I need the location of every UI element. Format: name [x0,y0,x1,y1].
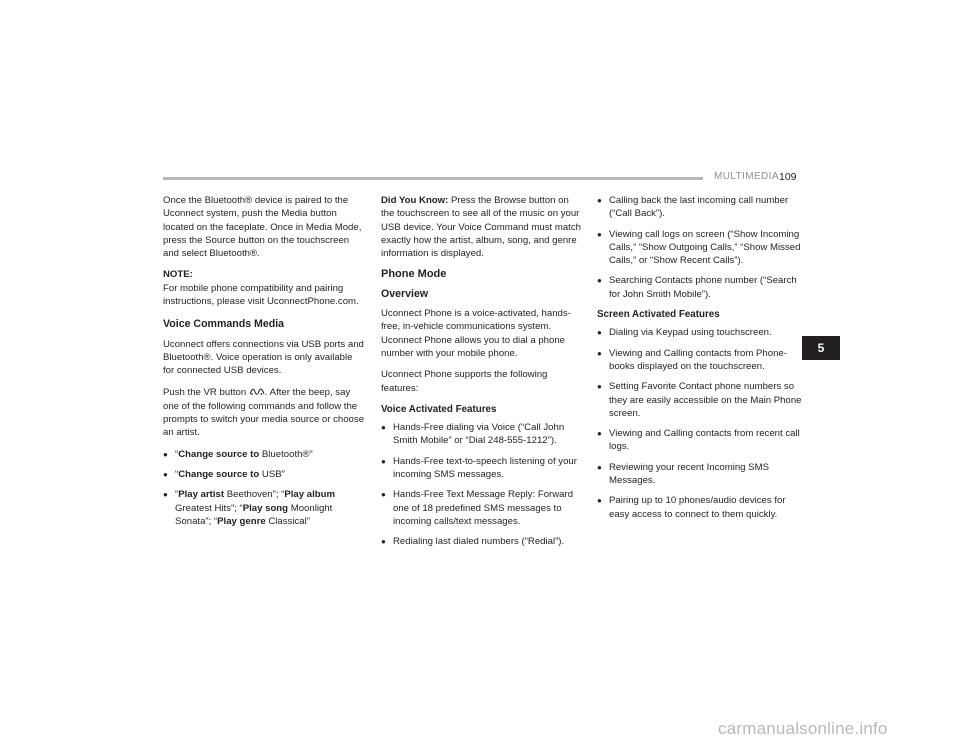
voice-p2-after: . After the beep, say one of the following commands and follow the prompts to switch your media source or choose an artist. [163,386,365,439]
overview-heading: Overview [381,287,429,300]
voice-command-list [163,448,365,528]
bullet-icon: ● [381,456,386,466]
bullet-icon: ● [381,423,386,433]
overview-paragraph-2: Uconnect Phone supports the following features: [381,369,548,394]
phone-mode-heading: Phone Mode [381,268,447,281]
note-label: NOTE: [163,269,193,281]
list-item: ● Setting Favorite Contact phone numbers so they are easily accessible on the Main Phone screen. [597,381,802,419]
did-you-know-text: Press the Browse button on the touchscreen to see all of the music on your USB device. Your Voice Command must match exactly how the artist, album, song, and genre information is displayed. [381,195,581,260]
voice-features-list [381,421,583,548]
column-2 [381,194,583,556]
bullet-icon: ● [597,196,602,205]
list-item: ● Dialing via Keypad using touchscreen. [597,327,772,339]
bullet-icon: ● [597,496,602,506]
bullet-icon: ● [597,382,602,392]
list-item: ● Hands-Free dialing via Voice (“Call John Smith Mobile” or “Dial 248-555-1212”). [381,422,565,447]
voice-p2-before: Push the VR button [163,386,249,398]
list-item: ● Redialing last dialed numbers (“Redial”). [381,536,565,548]
voice-paragraph-1: Uconnect offers connections via USB ports and Bluetooth®. Voice operation is only available for connected USB devices. [163,338,364,377]
chapter-tab: 5 [802,336,840,360]
bullet-icon: ● [597,328,602,338]
did-you-know-label: Did You Know: [381,195,449,206]
voice-paragraph-2 [163,386,365,440]
list-item: ● Pairing up to 10 phones/audio devices for easy access to connect to them quickly. [597,495,786,520]
bullet-icon: ● [597,462,602,472]
page-number: 109 [779,171,797,183]
list-item: ● Hands-Free text-to-speech listening of your incoming SMS messages. [381,455,577,481]
intro-paragraph: Once the Bluetooth® device is paired to the Uconnect system, push the Media button located on the faceplate. Once in Media Mode, press the Source button on the touchscreen and select Bluetooth®. [163,195,362,260]
bullet-icon: ● [163,449,168,459]
screen-features-list [597,326,802,521]
vr-button-icon [249,387,265,400]
list-item: ● Hands-Free Text Message Reply: Forward one of 18 predefined SMS messages to incoming calls/text messages. [381,489,574,527]
list-item: ● Viewing and Calling contacts from recent call logs. [597,428,800,453]
column-1 [163,194,365,535]
voice-commands-heading: Voice Commands Media [163,318,285,331]
list-item: ● “Play artist Beethoven”; “Play album Greatest Hits”; “Play song Moonlight Sonata”; “Play genre Classical” [163,489,335,527]
column-3 [597,194,802,528]
list-item: ● Viewing and Calling contacts from Phone-books displayed on the touchscreen. [597,347,787,372]
list-item: ● Reviewing your recent Incoming SMS Messages. [597,461,769,487]
overview-paragraph-1: Uconnect Phone is a voice-activated, hands-free, in-vehicle communications system. Uconnect Phone allows you to dial a phone number with your mobile phone. [381,308,571,359]
bullet-icon: ● [597,276,602,286]
list-item: ● “Change source to Bluetooth®” [163,448,313,460]
bullet-icon: ● [381,490,386,500]
note [163,268,365,308]
screen-features-heading: Screen Activated Features [597,309,720,321]
header-rule [163,177,703,180]
bullet-icon: ● [163,490,168,500]
list-item: ● Searching Contacts phone number (“Search for John Smith Mobile”). [597,275,797,300]
list-item: ● “Change source to USB” [163,469,285,481]
section-title: MULTIMEDIA [714,171,779,182]
bullet-icon: ● [381,537,386,547]
list-item: ● Calling back the last incoming call number (“Call Back”). [597,195,789,220]
bullet-icon: ● [597,429,602,439]
list-item: ● Viewing call logs on screen (“Show Incoming Calls,” “Show Outgoing Calls,” “Show Missed Calls,” or “Show Recent Calls”). [597,228,801,267]
voice-features-heading: Voice Activated Features [381,403,497,415]
bullet-icon: ● [597,229,602,239]
note-text: For mobile phone compatibility and pairing instructions, please visit UconnectPhone.com. [163,282,359,308]
did-you-know [381,194,583,260]
watermark: carmanualsonline.info [718,719,888,738]
voice-features-list-continued [597,194,802,301]
bullet-icon: ● [597,348,602,358]
bullet-icon: ● [163,470,168,480]
